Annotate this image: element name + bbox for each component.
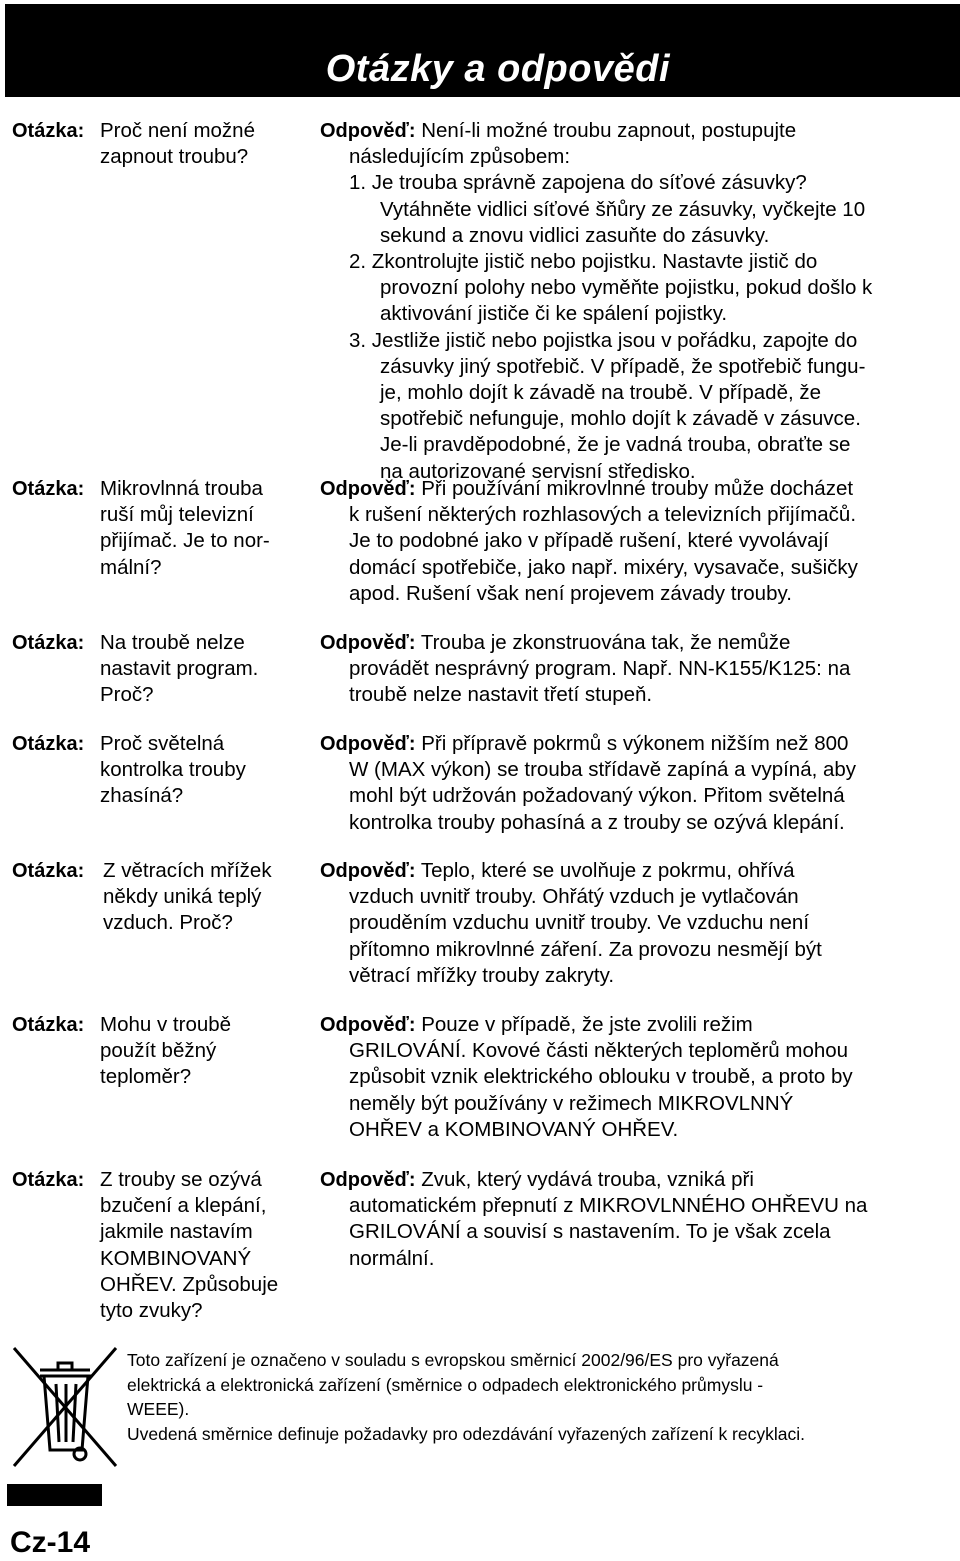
- question-label: Otázka:: [12, 1014, 85, 1036]
- answer-label: Odpověď:: [320, 120, 416, 142]
- answer-label: Odpověď:: [320, 1014, 416, 1036]
- question-label: Otázka:: [12, 632, 85, 654]
- question-text: Z větracích mřížek někdy uniká teplý vzduch. Proč?: [103, 859, 272, 935]
- answer-text: Odpověď: Teplo, které se uvolňuje z pokrmu, ohřívá vzduch uvnitř trouby. Ohřátý vzduch je vytlačován prouděním vzduchu uvnitř trouby. Ve vzduchu není přítomno mikrovlnné záření. Za provozu nesmějí být větrací mřížky trouby zakryty.: [320, 859, 822, 987]
- answer-label: Odpověď:: [320, 733, 416, 755]
- page-number: Cz-14: [10, 1526, 91, 1559]
- answer-text: Odpověď: Při používání mikrovlnné trouby může docházet k rušení některých rozhlasových a televizních přijímačů. Je to podobné jako v případě rušení, které vyvolávají domácí spotřebiče, jako např. mixéry, vysavače, sušičky apod. Rušení však není projevem závady trouby.: [320, 477, 858, 605]
- page-title: Otázky a odpovědi: [325, 48, 670, 90]
- answer-text: Odpověď: Zvuk, který vydává trouba, vzniká při automatickém přepnutí z MIKROVLNNÉHO OHŘEVU na GRILOVÁNÍ a souvisí s nastavením. To je však zcela normální.: [320, 1168, 868, 1270]
- question-label: Otázka:: [12, 733, 85, 755]
- question-label: Otázka:: [12, 1169, 85, 1191]
- weee-notice: Toto zařízení je označeno v souladu s evropskou směrnicí 2002/96/ES pro vyřazená elektrická a elektronická zařízení (směrnice o odpadech elektronického průmyslu - WEEE). Uvedená směrnice definuje požadavky pro odezdávání vyřazených zařízení k recyklaci.: [127, 1350, 805, 1444]
- weee-bar: [7, 1484, 102, 1506]
- answer-text: Odpověď: Není-li možné troubu zapnout, postupujte následujícím způsobem: 1. Je trouba správně zapojena do síťové zásuvky? Vytáhněte vidlici síťové šňůry ze zásuvky, vyčkejte 10 sekund a znovu vidlici zasuňte do zásuvky. 2. Zkontrolujte jistič nebo pojistku. Nastavte jistič do provozní polohy nebo vyměňte pojistku, pokud došlo k aktivování jističe či ke spálení pojistky. 3. Jestliže jistič nebo pojistka jsou v pořádku, zapojte do zásuvky jiný spotřebič. V případě, že spotřebič fungu- je, mohlo dojít k závadě na troubě. V případě, že spotřebič nefunguje, mohlo dojít k závadě v zásuvce. Je-li pravděpodobné, že je vadná trouba, obraťte se na autorizované servisní středisko.: [320, 119, 873, 483]
- question-label: Otázka:: [12, 120, 85, 142]
- question-text: Na troubě nelze nastavit program. Proč?: [100, 631, 259, 707]
- question-text: Mikrovlnná trouba ruší můj televizní přijímač. Je to nor- mální?: [100, 477, 270, 579]
- question-label: Otázka:: [12, 860, 85, 882]
- question-text: Proč světelná kontrolka trouby zhasíná?: [100, 732, 246, 808]
- question-text: Mohu v troubě použít běžný teploměr?: [100, 1013, 232, 1089]
- answer-label: Odpověď:: [320, 478, 416, 500]
- question-text: Proč není možné zapnout troubu?: [100, 119, 255, 169]
- answer-text: Odpověď: Trouba je zkonstruována tak, že nemůže provádět nesprávný program. Např. NN-K155/K125: na troubě nelze nastavit třetí stupeň.: [320, 631, 851, 707]
- answer-label: Odpověď:: [320, 860, 416, 882]
- answer-text: Odpověď: Pouze v případě, že jste zvolili režim GRILOVÁNÍ. Kovové části některých teploměrů mohou způsobit vznik elektrického oblouku v troubě, a proto by neměly být používány v režimech MIKROVLNNÝ OHŘEV a KOMBINOVANÝ OHŘEV.: [320, 1013, 853, 1141]
- answer-label: Odpověď:: [320, 632, 416, 654]
- answer-text: Odpověď: Při přípravě pokrmů s výkonem nižším než 800 W (MAX výkon) se trouba střídavě zapíná a vypíná, aby mohl být udržován požadovaný výkon. Přitom světelná kontrolka trouby pohasíná a z trouby se ozývá klepání.: [320, 732, 857, 834]
- page-header: [5, 4, 960, 97]
- question-text: Z trouby se ozývá bzučení a klepání, jakmile nastavím KOMBINOVANÝ OHŘEV. Způsobuje tyto zvuky?: [100, 1168, 279, 1323]
- crossed-out-wheeled-bin-icon: [10, 1342, 120, 1472]
- question-label: Otázka:: [12, 478, 85, 500]
- answer-label: Odpověď:: [320, 1169, 416, 1191]
